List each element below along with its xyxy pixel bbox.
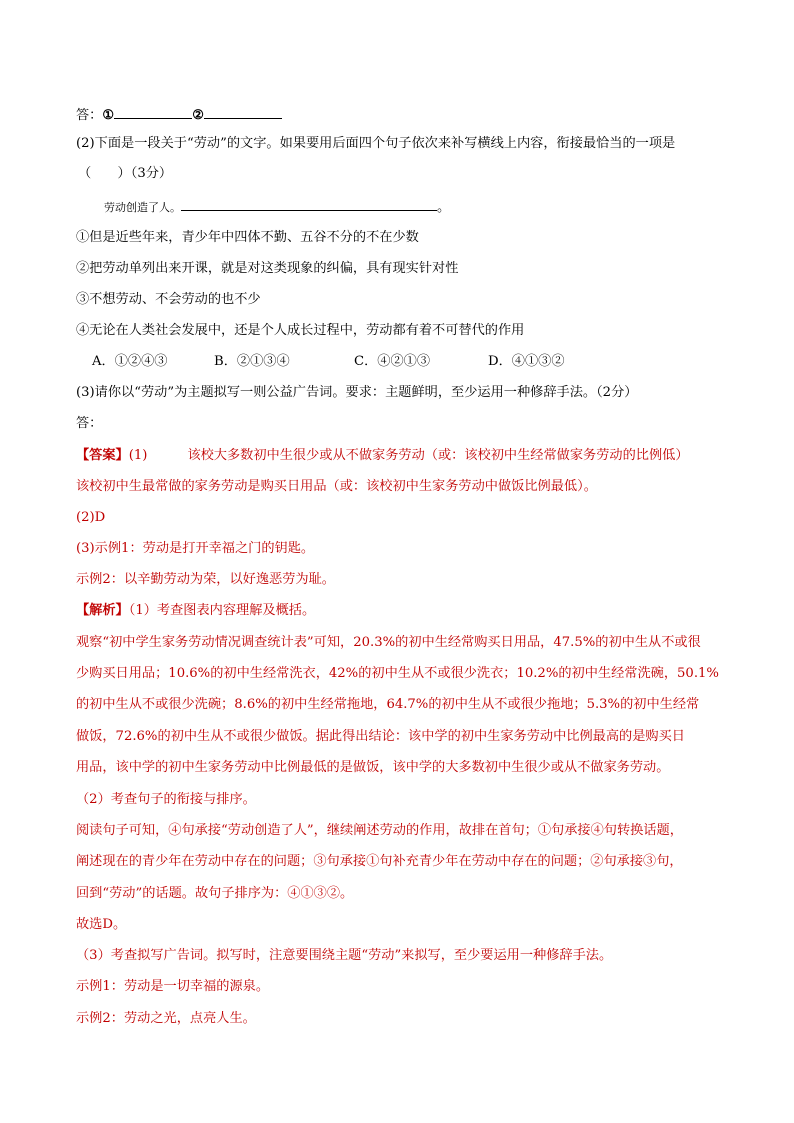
- option-c[interactable]: C．④②①③: [354, 354, 431, 369]
- blank-1-marker: ①: [102, 108, 115, 123]
- analysis-label: 【解析】: [76, 603, 129, 618]
- option-b[interactable]: B．②①③④: [214, 354, 290, 369]
- analysis-header: [76, 601, 315, 621]
- answer-blanks-line: [76, 104, 282, 126]
- answer-3-line1: (3)示例1：劳动是打开幸福之门的钥匙。: [76, 541, 315, 556]
- analysis-p3-title: （3）考查拟写广告词。拟写时，注意要围绕主题“劳动”来拟写，至少要运用一种修辞手法。: [76, 948, 613, 963]
- q2-paren: （ ）（3分）: [78, 166, 173, 181]
- answer-1-line1: 该校大多数初中生很少或从不做家务劳动（或：该校初中生经常做家务劳动的比例低）: [187, 448, 689, 463]
- q2-sentence-4: ④无论在人类社会发展中，还是个人成长过程中，劳动都有着不可替代的作用: [76, 323, 525, 338]
- answer-1-line2: 该校初中生最常做的家务劳动是购买日用品（或：该校初中生家务劳动中做饭比例最低）。: [76, 479, 597, 494]
- analysis-p3-example-1: 示例1：劳动是一切幸福的源泉。: [76, 979, 270, 994]
- answer-prefix: 答：: [76, 108, 103, 123]
- option-d[interactable]: D．④①③②: [488, 354, 565, 369]
- q2-sentence-2: ②把劳动单列出来开课，就是对这类现象的纠偏，具有现实针对性: [76, 261, 459, 276]
- analysis-p3-example-2: 示例2：劳动之光，点亮人生。: [76, 1011, 256, 1026]
- q3-stem: (3)请你以“劳动”为主题拟写一则公益广告词。要求：主题鲜明，至少运用一种修辞手法。（2分）: [76, 385, 638, 400]
- analysis-p1-line: 的初中生从不或很少洗碗；8.6%的初中生经常拖地，64.7%的初中生从不或很少拖地；5.3%的初中生经常: [76, 697, 700, 712]
- q2-quote: 劳动创造了人。: [104, 201, 181, 214]
- answer-label: 【答案】: [76, 448, 129, 463]
- q2-quote-line: [104, 196, 450, 218]
- answer-blank-1[interactable]: [114, 104, 192, 119]
- analysis-p1-line: 用品，该中学的初中生家务劳动中比例最低的是做饭，该中学的大多数初中生很少或从不做家务劳动。: [76, 760, 670, 775]
- answer-3-line2: 示例2：以辛勤劳动为荣，以好逸恶劳为耻。: [76, 572, 335, 587]
- q3-answer-prefix: 答：: [76, 416, 103, 431]
- analysis-p1-line: 少购买日用品；10.6%的初中生经常洗衣，42%的初中生从不或很少洗衣；10.2%的初中生经常洗碗，50.1%: [76, 666, 719, 681]
- analysis-p2-line: 阅读句子可知，④句承接“劳动创造了人”，继续阐述劳动的作用，故排在首句；①句承接④句转换话题，: [76, 823, 683, 838]
- q2-quote-end: 。: [437, 200, 451, 215]
- answer-2: (2)D: [76, 510, 106, 525]
- analysis-p2-line: 阐述现在的青少年在劳动中存在的问题；③句承接①句补充青少年在劳动中存在的问题；②句承接③句，: [76, 854, 683, 869]
- q2-stem: (2)下面是一段关于“劳动”的文字。如果要用后面四个句子依次来补写横线上内容，衔接最恰当的一项是: [76, 136, 676, 151]
- answer-line-1: [76, 446, 689, 466]
- analysis-p2-conclusion: 故选D。: [76, 917, 127, 932]
- analysis-p1-line: 观察“初中学生家务劳动情况调查统计表”可知，20.3%的初中生经常购买日用品，47.5%的初中生从不或很: [76, 635, 701, 650]
- analysis-p1-line: 做饭，72.6%的初中生从不或很少做饭。据此得出结论：该中学的初中生家务劳动中比例最高的是购买日: [76, 729, 685, 744]
- q2-sentence-3: ③不想劳动、不会劳动的也不少: [76, 292, 261, 307]
- analysis-p2-line: 回到“劳动”的话题。故句子排序为：④①③②。: [76, 886, 354, 901]
- analysis-p2-title: （2）考查句子的衔接与排序。: [76, 792, 256, 807]
- q2-sentence-1: ①但是近些年来，青少年中四体不勤、五谷不分的不在少数: [76, 230, 419, 245]
- q2-quote-blank[interactable]: [181, 196, 437, 211]
- answer-1-num: (1): [128, 448, 148, 463]
- blank-2-marker: ②: [192, 108, 205, 123]
- analysis-p1-title: （1）考查图表内容理解及概括。: [128, 603, 316, 618]
- answer-blank-2[interactable]: [204, 104, 282, 119]
- option-a[interactable]: A．①②④③: [92, 354, 168, 369]
